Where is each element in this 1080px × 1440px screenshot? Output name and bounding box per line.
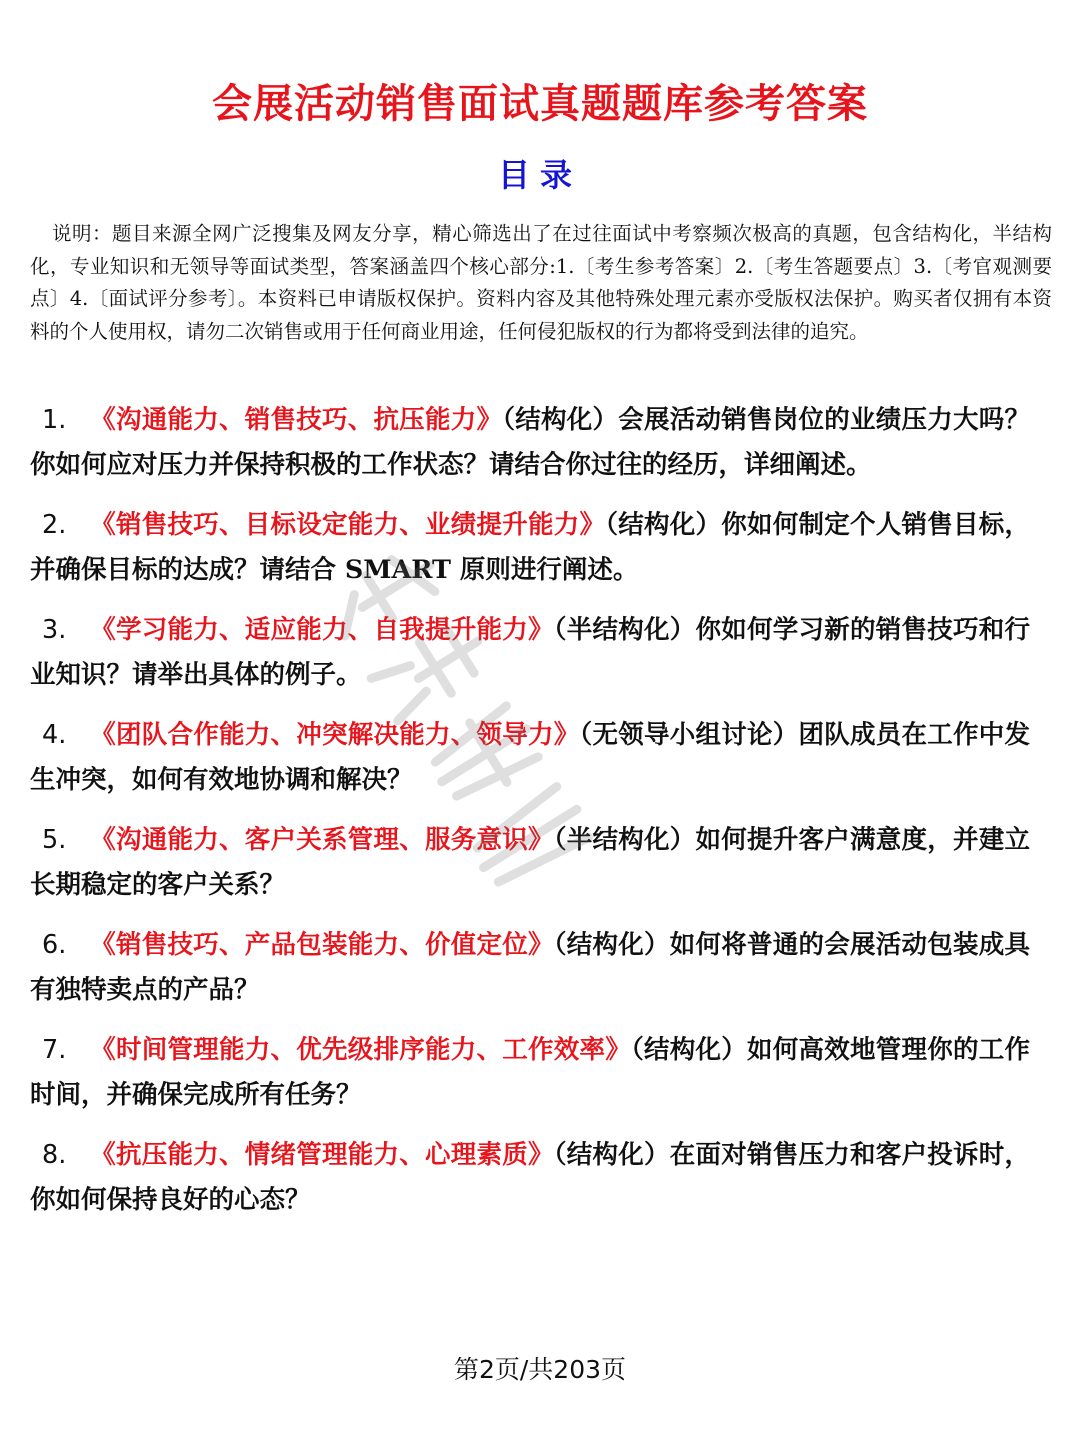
question-skills: 《销售技巧、产品包装能力、价值定位》: [90, 930, 554, 960]
question-number: 2.: [42, 510, 67, 540]
question-type: （无领导小组讨论）: [579, 720, 799, 750]
question-skills: 《时间管理能力、优先级排序能力、工作效率》: [90, 1035, 631, 1065]
question-item: [30, 1028, 1030, 1118]
question-skills: 《抗压能力、情绪管理能力、心理素质》: [90, 1140, 554, 1170]
question-skills: 《销售技巧、目标设定能力、业绩提升能力》: [90, 510, 606, 540]
question-text: 如何高效地管理你的工作时间，并确保完成所有任务？: [30, 1035, 1030, 1110]
question-item: [30, 818, 1030, 908]
question-type: （结构化）: [553, 1140, 670, 1170]
page-footer: 第2页/共203页: [453, 1355, 627, 1384]
question-text: 在面对销售压力和客户投诉时，你如何保持良好的心态？: [30, 1140, 1030, 1215]
question-skills: 《学习能力、适应能力、自我提升能力》: [90, 615, 554, 645]
question-list: [30, 398, 1030, 1238]
question-item: [30, 1133, 1030, 1223]
question-type: （结构化）: [553, 930, 670, 960]
question-type: （结构化）: [502, 405, 619, 435]
question-number: 4.: [42, 720, 67, 750]
question-skills: 《团队合作能力、冲突解决能力、领导力》: [90, 720, 580, 750]
question-number: 7.: [42, 1035, 67, 1065]
question-item: [30, 713, 1030, 803]
question-type: （结构化）: [630, 1035, 747, 1065]
document-title: 会展活动销售面试真题题库参考答案: [212, 81, 868, 127]
question-type: （结构化）: [605, 510, 722, 540]
question-text: 会展活动销售岗位的业绩压力大吗？你如何应对压力并保持积极的工作状态？请结合你过往的经历，详细阐述。: [30, 405, 1030, 480]
question-type: （半结构化）: [553, 615, 696, 645]
question-number: 1.: [42, 405, 67, 435]
question-type: （半结构化）: [553, 825, 696, 855]
question-text: 如何将普通的会展活动包装成具有独特卖点的产品？: [30, 930, 1030, 1005]
question-number: 5.: [42, 825, 67, 855]
question-text: 你如何学习新的销售技巧和行业知识？请举出具体的例子。: [30, 615, 1030, 690]
question-skills: 《沟通能力、销售技巧、抗压能力》: [90, 405, 503, 435]
intro-paragraph: 说明：题目来源全网广泛搜集及网友分享，精心筛选出了在过往面试中考察频次极高的真题，包含结构化，半结构化，专业知识和无领导等面试类型，答案涵盖四个核心部分:1.〔考生参考答案〕2.〔考生答题要点〕3.〔考官观测要点〕4.〔面试评分参考〕。本资料已申请版权保护。资料内容及其他特殊处理元素亦受版权法保护。购买者仅拥有本资料的个人使用权，请勿二次销售或用于任何商业用途，任何侵犯版权的行为都将受到法律的追究。: [30, 222, 1052, 343]
question-number: 3.: [42, 615, 67, 645]
question-text: 如何提升客户满意度，并建立长期稳定的客户关系？: [30, 825, 1030, 900]
question-item: [30, 503, 1030, 593]
question-number: 8.: [42, 1140, 67, 1170]
toc-heading: 目录: [497, 156, 582, 194]
question-item: [30, 608, 1030, 698]
question-skills: 《沟通能力、客户关系管理、服务意识》: [90, 825, 554, 855]
question-item: [30, 923, 1030, 1013]
question-text: 你如何制定个人销售目标，并确保目标的达成？请结合 SMART 原则进行阐述。: [30, 510, 1030, 585]
question-text: 团队成员在工作中发生冲突，如何有效地协调和解决？: [30, 720, 1030, 795]
question-number: 6.: [42, 930, 67, 960]
question-item: [30, 398, 1030, 488]
